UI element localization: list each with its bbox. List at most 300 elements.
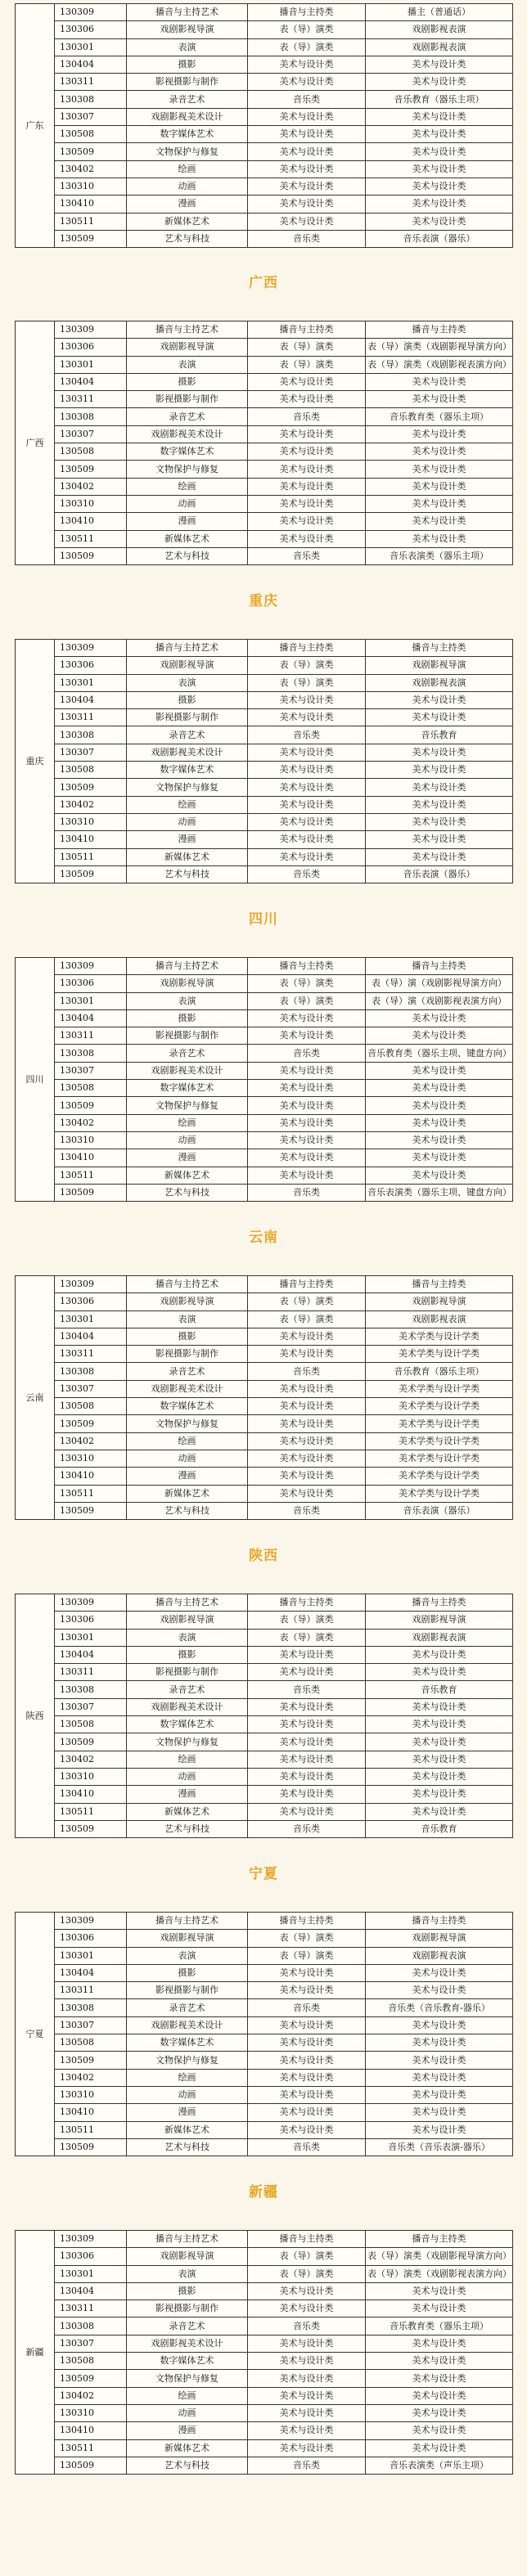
major-name-cell: 新媒体艺术	[127, 530, 248, 547]
exam-subject-cell: 美术与设计类	[366, 513, 513, 530]
province-heading: 宁夏	[249, 1866, 278, 1882]
major-code-cell: 130308	[55, 408, 127, 425]
exam-subject-cell: 音乐教育	[366, 1681, 513, 1698]
major-code-cell: 130308	[55, 1999, 127, 2016]
table-row	[16, 779, 513, 796]
major-code-cell: 130509	[55, 230, 127, 247]
major-name-cell: 数字媒体艺术	[127, 2353, 248, 2370]
table-row	[16, 709, 513, 726]
exam-category-cell: 美术与设计类	[248, 744, 366, 761]
table-row	[16, 321, 513, 339]
table-row	[16, 143, 513, 160]
exam-category-cell: 美术与设计类	[248, 1716, 366, 1733]
table-row	[16, 2457, 513, 2474]
major-code-cell: 130410	[55, 513, 127, 530]
exam-subject-cell: 美术与设计类	[366, 848, 513, 865]
major-code-cell: 130509	[55, 1733, 127, 1751]
exam-category-cell: 音乐类	[248, 1681, 366, 1698]
major-name-cell: 表演	[127, 1310, 248, 1328]
exam-subject-cell: 戏剧影视表演	[366, 38, 513, 56]
exam-category-cell: 美术与设计类	[248, 1803, 366, 1820]
major-name-cell: 摄影	[127, 1646, 248, 1663]
major-name-cell: 戏剧影视导演	[127, 975, 248, 992]
major-code-cell: 130301	[55, 2265, 127, 2282]
major-code-cell: 130509	[55, 865, 127, 883]
major-code-cell: 130306	[55, 1612, 127, 1629]
exam-category-cell: 音乐类	[248, 408, 366, 425]
major-code-cell: 130508	[55, 1716, 127, 1733]
exam-subject-cell: 播音与主持类	[366, 1913, 513, 1930]
exam-subject-cell: 美术与设计类	[366, 2086, 513, 2103]
exam-subject-cell: 音乐表演（器乐）	[366, 865, 513, 883]
table-row	[16, 461, 513, 478]
exam-subject-cell: 美术与设计类	[366, 478, 513, 495]
exam-category-cell: 表（导）演类	[248, 1947, 366, 1964]
major-code-cell: 130410	[55, 2422, 127, 2439]
table-row	[16, 91, 513, 108]
exam-category-cell: 美术与设计类	[248, 1027, 366, 1045]
exam-category-cell: 美术与设计类	[248, 1415, 366, 1432]
table-row	[16, 1468, 513, 1485]
exam-subject-cell: 美术与设计类	[366, 1097, 513, 1114]
table-row	[16, 1681, 513, 1698]
exam-subject-cell: 戏剧影视表演	[366, 1629, 513, 1646]
major-code-cell: 130306	[55, 1930, 127, 1947]
table-row	[16, 373, 513, 390]
exam-category-cell: 表（导）演类	[248, 356, 366, 373]
exam-category-cell: 美术与设计类	[248, 1698, 366, 1715]
exam-category-cell: 美术与设计类	[248, 2370, 366, 2387]
major-code-cell: 130311	[55, 391, 127, 408]
major-name-cell: 影视摄影与制作	[127, 1982, 248, 1999]
major-code-cell: 130310	[55, 2086, 127, 2103]
major-name-cell: 数字媒体艺术	[127, 762, 248, 779]
exam-subject-cell: 美术与设计类	[366, 2052, 513, 2069]
exam-subject-cell: 美术与设计类	[366, 56, 513, 73]
exam-category-cell: 美术与设计类	[248, 2121, 366, 2138]
exam-category-cell: 音乐类	[248, 1999, 366, 2016]
exam-subject-cell: 美术与设计类	[366, 2282, 513, 2300]
table-row	[16, 1594, 513, 1612]
major-code-cell: 130307	[55, 1062, 127, 1079]
province-section	[15, 1594, 512, 1838]
major-code-cell: 130404	[55, 373, 127, 390]
table-row	[16, 356, 513, 373]
table-row	[16, 657, 513, 674]
exam-subject-cell: 音乐类（音乐表演-器乐）	[366, 2138, 513, 2156]
exam-category-cell: 音乐类	[248, 1502, 366, 1519]
exam-category-cell: 美术与设计类	[248, 2335, 366, 2352]
major-code-cell: 130511	[55, 1485, 127, 1502]
major-code-cell: 130511	[55, 2121, 127, 2138]
table-row	[16, 1751, 513, 1768]
major-code-cell: 130307	[55, 425, 127, 443]
major-code-cell: 130310	[55, 1131, 127, 1149]
major-name-cell: 漫画	[127, 196, 248, 213]
major-code-cell: 130301	[55, 1947, 127, 1964]
exam-subject-cell: 美术与设计类	[366, 2422, 513, 2439]
exam-subject-cell: 美术与设计类	[366, 2069, 513, 2086]
exam-category-cell: 美术与设计类	[248, 2052, 366, 2069]
major-code-cell: 130509	[55, 1184, 127, 1201]
major-code-cell: 130404	[55, 1964, 127, 1981]
major-name-cell: 录音艺术	[127, 2318, 248, 2335]
major-code-cell: 130509	[55, 547, 127, 564]
major-code-cell: 130310	[55, 1768, 127, 1785]
province-name-cell: 宁夏	[16, 1913, 55, 2156]
major-name-cell: 影视摄影与制作	[127, 1346, 248, 1363]
major-name-cell: 戏剧影视导演	[127, 1612, 248, 1629]
table-row	[16, 2422, 513, 2439]
exam-category-cell: 美术与设计类	[248, 2086, 366, 2103]
table-row	[16, 2265, 513, 2282]
major-code-cell: 130301	[55, 38, 127, 56]
major-name-cell: 播音与主持艺术	[127, 640, 248, 657]
major-name-cell: 影视摄影与制作	[127, 1664, 248, 1681]
major-name-cell: 影视摄影与制作	[127, 709, 248, 726]
exam-subject-cell: 播音与主持类	[366, 2231, 513, 2248]
exam-category-cell: 美术与设计类	[248, 1768, 366, 1785]
table-row	[16, 1964, 513, 1981]
exam-subject-cell: 播音与主持类	[366, 640, 513, 657]
table-row	[16, 74, 513, 91]
exam-subject-cell: 美术与设计类	[366, 2104, 513, 2121]
exam-subject-cell: 音乐表演（器乐）	[366, 230, 513, 247]
table-row	[16, 495, 513, 512]
major-code-cell: 130511	[55, 2439, 127, 2457]
major-code-cell: 130309	[55, 1913, 127, 1930]
exam-category-cell: 美术与设计类	[248, 813, 366, 830]
exam-subject-cell: 美术与设计类	[366, 1646, 513, 1663]
exam-subject-cell: 戏剧影视表演	[366, 1310, 513, 1328]
exam-subject-cell: 美术与设计类	[366, 2300, 513, 2318]
exam-category-cell: 美术与设计类	[248, 1346, 366, 1363]
major-name-cell: 摄影	[127, 1964, 248, 1981]
major-code-cell: 130308	[55, 726, 127, 744]
exam-subject-cell: 美术学类与设计学类	[366, 1328, 513, 1345]
major-code-cell: 130509	[55, 1820, 127, 1837]
table-row	[16, 2052, 513, 2069]
major-name-cell: 绘画	[127, 478, 248, 495]
table-row	[16, 1664, 513, 1681]
province-section	[15, 957, 512, 1202]
major-code-cell: 130508	[55, 443, 127, 461]
table-row	[16, 1612, 513, 1629]
major-name-cell: 动画	[127, 1450, 248, 1467]
major-name-cell: 摄影	[127, 1009, 248, 1027]
province-name-cell: 四川	[16, 958, 55, 1202]
exam-category-cell: 美术与设计类	[248, 691, 366, 708]
major-code-cell: 130402	[55, 1114, 127, 1131]
major-code-cell: 130309	[55, 958, 127, 975]
exam-category-cell: 美术与设计类	[248, 126, 366, 143]
major-name-cell: 表演	[127, 1947, 248, 1964]
exam-subject-cell: 美术与设计类	[366, 1964, 513, 1981]
exam-category-cell: 表（导）演类	[248, 1629, 366, 1646]
exam-subject-cell: 美术与设计类	[366, 530, 513, 547]
exam-category-cell: 表（导）演类	[248, 1293, 366, 1310]
major-code-cell: 130508	[55, 2034, 127, 2052]
exam-category-cell: 美术与设计类	[248, 1751, 366, 1768]
table-row	[16, 1698, 513, 1715]
table-row	[16, 408, 513, 425]
exam-category-cell: 美术与设计类	[248, 160, 366, 178]
major-code-cell: 130308	[55, 1363, 127, 1380]
major-code-cell: 130509	[55, 2457, 127, 2474]
major-name-cell: 绘画	[127, 1432, 248, 1450]
exam-subject-cell: 美术学类与设计学类	[366, 1468, 513, 1485]
table-row	[16, 975, 513, 992]
major-name-cell: 数字媒体艺术	[127, 443, 248, 461]
exam-subject-cell: 戏剧影视导演	[366, 1612, 513, 1629]
exam-subject-cell: 美术与设计类	[366, 1131, 513, 1149]
exam-subject-cell: 美术与设计类	[366, 196, 513, 213]
major-code-cell: 130410	[55, 196, 127, 213]
major-name-cell: 戏剧影视美术设计	[127, 1698, 248, 1715]
exam-category-cell: 音乐类	[248, 2138, 366, 2156]
major-code-cell: 130301	[55, 1310, 127, 1328]
major-name-cell: 戏剧影视美术设计	[127, 108, 248, 125]
major-name-cell: 数字媒体艺术	[127, 1398, 248, 1415]
table-row	[16, 56, 513, 73]
exam-subject-cell: 戏剧影视表演	[366, 1947, 513, 1964]
table-row	[16, 513, 513, 530]
table-row	[16, 1646, 513, 1663]
exam-subject-cell: 美术与设计类	[366, 495, 513, 512]
major-name-cell: 录音艺术	[127, 726, 248, 744]
exam-subject-cell: 美术与设计类	[366, 1080, 513, 1097]
major-name-cell: 动画	[127, 2086, 248, 2103]
major-name-cell: 摄影	[127, 373, 248, 390]
exam-subject-cell: 戏剧影视导演	[366, 1293, 513, 1310]
major-code-cell: 130402	[55, 160, 127, 178]
major-name-cell: 漫画	[127, 513, 248, 530]
exam-subject-cell: 美术与设计类	[366, 1027, 513, 1045]
major-name-cell: 漫画	[127, 1149, 248, 1167]
exam-subject-cell: 美术与设计类	[366, 779, 513, 796]
major-name-cell: 数字媒体艺术	[127, 1080, 248, 1097]
table-row	[16, 1450, 513, 1467]
major-table	[15, 321, 513, 565]
table-row	[16, 2034, 513, 2052]
exam-category-cell: 表（导）演类	[248, 38, 366, 56]
exam-category-cell: 美术与设计类	[248, 478, 366, 495]
major-name-cell: 录音艺术	[127, 91, 248, 108]
table-row	[16, 4, 513, 21]
major-name-cell: 文物保护与修复	[127, 779, 248, 796]
exam-subject-cell: 音乐表演类（器乐主项、键盘方向）	[366, 1184, 513, 1201]
major-name-cell: 播音与主持艺术	[127, 958, 248, 975]
exam-subject-cell: 美术与设计类	[366, 126, 513, 143]
exam-subject-cell: 音乐表演（器乐）	[366, 1502, 513, 1519]
exam-category-cell: 美术与设计类	[248, 443, 366, 461]
major-name-cell: 录音艺术	[127, 1681, 248, 1698]
major-table	[15, 1594, 513, 1838]
table-row	[16, 2404, 513, 2421]
exam-subject-cell: 美术与设计类	[366, 1768, 513, 1785]
exam-subject-cell: 表（导）演类（戏剧影视表演方向）	[366, 356, 513, 373]
table-row	[16, 38, 513, 56]
major-name-cell: 动画	[127, 1768, 248, 1785]
major-code-cell: 130511	[55, 1803, 127, 1820]
major-table	[15, 1912, 513, 2156]
major-name-cell: 播音与主持艺术	[127, 1276, 248, 1293]
major-name-cell: 戏剧影视美术设计	[127, 2016, 248, 2034]
province-heading: 广西	[249, 275, 278, 291]
exam-subject-cell: 播主（普通话）	[366, 4, 513, 21]
major-name-cell: 表演	[127, 38, 248, 56]
major-name-cell: 录音艺术	[127, 1363, 248, 1380]
exam-category-cell: 美术与设计类	[248, 1398, 366, 1415]
exam-category-cell: 播音与主持类	[248, 4, 366, 21]
major-code-cell: 130410	[55, 1149, 127, 1167]
table-row	[16, 2121, 513, 2138]
exam-category-cell: 表（导）演类	[248, 1310, 366, 1328]
exam-category-cell: 美术与设计类	[248, 831, 366, 848]
exam-subject-cell: 美术与设计类	[366, 2439, 513, 2457]
exam-subject-cell: 美术与设计类	[366, 443, 513, 461]
exam-category-cell: 表（导）演类	[248, 975, 366, 992]
major-code-cell: 130402	[55, 2069, 127, 2086]
table-row	[16, 992, 513, 1009]
major-name-cell: 播音与主持艺术	[127, 1594, 248, 1612]
exam-category-cell: 美术与设计类	[248, 779, 366, 796]
province-name-cell: 新疆	[16, 2231, 55, 2475]
major-name-cell: 摄影	[127, 691, 248, 708]
province-name-cell: 云南	[16, 1276, 55, 1520]
exam-category-cell: 美术与设计类	[248, 1149, 366, 1167]
exam-subject-cell: 音乐教育类（器乐主项、键盘方向）	[366, 1045, 513, 1062]
table-row	[16, 1027, 513, 1045]
exam-subject-cell: 美术与设计类	[366, 1167, 513, 1184]
table-row	[16, 2439, 513, 2457]
exam-subject-cell: 美术与设计类	[366, 796, 513, 813]
exam-subject-cell: 美术与设计类	[366, 813, 513, 830]
major-name-cell: 表演	[127, 992, 248, 1009]
exam-category-cell: 美术与设计类	[248, 196, 366, 213]
exam-subject-cell: 美术与设计类	[366, 391, 513, 408]
table-row	[16, 1485, 513, 1502]
major-code-cell: 130309	[55, 1276, 127, 1293]
exam-subject-cell: 美术与设计类	[366, 2034, 513, 2052]
exam-category-cell: 美术与设计类	[248, 1468, 366, 1485]
exam-category-cell: 音乐类	[248, 1820, 366, 1837]
major-name-cell: 漫画	[127, 1468, 248, 1485]
exam-subject-cell: 美术与设计类	[366, 744, 513, 761]
major-name-cell: 播音与主持艺术	[127, 4, 248, 21]
major-name-cell: 摄影	[127, 56, 248, 73]
table-row	[16, 425, 513, 443]
major-code-cell: 130301	[55, 356, 127, 373]
table-row	[16, 1131, 513, 1149]
table-row	[16, 2335, 513, 2352]
table-row	[16, 1733, 513, 1751]
exam-category-cell: 美术与设计类	[248, 709, 366, 726]
major-code-cell: 130404	[55, 56, 127, 73]
exam-category-cell: 播音与主持类	[248, 1594, 366, 1612]
table-row	[16, 1310, 513, 1328]
table-row	[16, 2370, 513, 2387]
exam-category-cell: 美术与设计类	[248, 2016, 366, 2034]
table-row	[16, 1009, 513, 1027]
exam-category-cell: 美术与设计类	[248, 213, 366, 230]
exam-subject-cell: 美术学类与设计学类	[366, 1380, 513, 1397]
exam-subject-cell: 美术与设计类	[366, 1716, 513, 1733]
exam-subject-cell: 美术与设计类	[366, 2387, 513, 2404]
major-code-cell: 130511	[55, 1167, 127, 1184]
major-name-cell: 数字媒体艺术	[127, 126, 248, 143]
exam-category-cell: 音乐类	[248, 547, 366, 564]
exam-category-cell: 播音与主持类	[248, 321, 366, 339]
major-code-cell: 130301	[55, 992, 127, 1009]
table-row	[16, 848, 513, 865]
major-name-cell: 动画	[127, 2404, 248, 2421]
major-name-cell: 数字媒体艺术	[127, 1716, 248, 1733]
major-code-cell: 130509	[55, 143, 127, 160]
exam-subject-cell: 美术与设计类	[366, 373, 513, 390]
exam-subject-cell: 美术与设计类	[366, 1149, 513, 1167]
major-name-cell: 新媒体艺术	[127, 213, 248, 230]
exam-subject-cell: 美术与设计类	[366, 1009, 513, 1027]
exam-subject-cell: 音乐类（音乐教育-器乐）	[366, 1999, 513, 2016]
exam-category-cell: 音乐类	[248, 1045, 366, 1062]
exam-category-cell: 表（导）演类	[248, 674, 366, 691]
table-row	[16, 1716, 513, 1733]
exam-category-cell: 播音与主持类	[248, 2231, 366, 2248]
exam-category-cell: 美术与设计类	[248, 1664, 366, 1681]
major-table	[15, 1275, 513, 1520]
major-name-cell: 录音艺术	[127, 408, 248, 425]
exam-subject-cell: 播音与主持类	[366, 321, 513, 339]
table-row	[16, 547, 513, 564]
major-code-cell: 130402	[55, 2387, 127, 2404]
table-row	[16, 674, 513, 691]
major-code-cell: 130509	[55, 2052, 127, 2069]
table-row	[16, 1768, 513, 1785]
exam-subject-cell: 音乐教育（器乐主项）	[366, 1363, 513, 1380]
table-row	[16, 21, 513, 38]
exam-category-cell: 美术与设计类	[248, 1114, 366, 1131]
major-name-cell: 新媒体艺术	[127, 1485, 248, 1502]
table-row	[16, 1786, 513, 1803]
exam-category-cell: 音乐类	[248, 865, 366, 883]
major-code-cell: 130410	[55, 831, 127, 848]
exam-subject-cell: 播音与主持类	[366, 1594, 513, 1612]
exam-subject-cell: 戏剧影视导演	[366, 1930, 513, 1947]
exam-category-cell: 美术与设计类	[248, 2069, 366, 2086]
table-row	[16, 2300, 513, 2318]
major-code-cell: 130509	[55, 1415, 127, 1432]
exam-category-cell: 美术与设计类	[248, 1646, 366, 1663]
exam-subject-cell: 美术与设计类	[366, 2353, 513, 2370]
major-code-cell: 130306	[55, 339, 127, 356]
exam-category-cell: 音乐类	[248, 1184, 366, 1201]
major-name-cell: 动画	[127, 178, 248, 195]
exam-subject-cell: 美术与设计类	[366, 213, 513, 230]
exam-category-cell: 音乐类	[248, 2318, 366, 2335]
table-row	[16, 478, 513, 495]
table-row	[16, 1080, 513, 1097]
major-name-cell: 影视摄影与制作	[127, 391, 248, 408]
major-code-cell: 130301	[55, 674, 127, 691]
exam-subject-cell: 美术与设计类	[366, 1786, 513, 1803]
table-row	[16, 762, 513, 779]
exam-subject-cell: 美术学类与设计学类	[366, 1415, 513, 1432]
major-name-cell: 绘画	[127, 1114, 248, 1131]
major-code-cell: 130307	[55, 744, 127, 761]
major-name-cell: 艺术与科技	[127, 1820, 248, 1837]
major-name-cell: 新媒体艺术	[127, 1167, 248, 1184]
